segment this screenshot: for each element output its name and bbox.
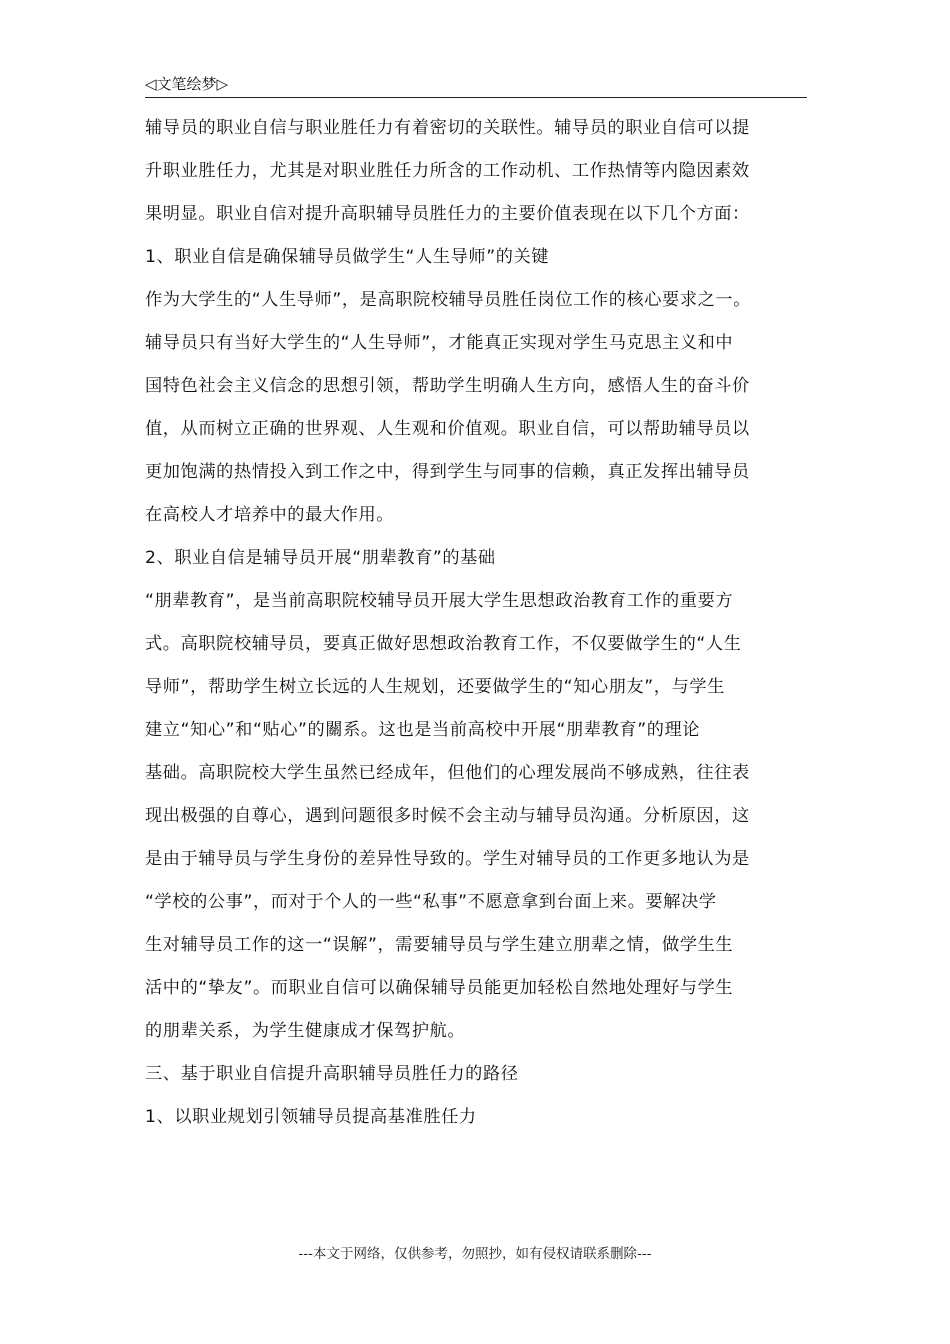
body-line: 的朋辈关系，为学生健康成才保驾护航。 (145, 1021, 466, 1041)
body-line: 更加饱满的热情投入到工作之中，得到学生与同事的信赖，真正发挥出辅导员 (145, 462, 750, 482)
section-heading: 1、职业自信是确保辅导员做学生“人生导师”的关键 (145, 247, 550, 267)
body-line: 是由于辅导员与学生身份的差异性导致的。学生对辅导员的工作更多地认为是 (145, 849, 750, 869)
body-line: 现出极强的自尊心，遇到问题很多时候不会主动与辅导员沟通。分析原因，这 (145, 806, 750, 826)
body-line: 辅导员的职业自信与职业胜任力有着密切的关联性。辅导员的职业自信可以提 (145, 118, 750, 138)
header-divider (145, 97, 807, 98)
body-line: 导师”，帮助学生树立长远的人生规划，还要做学生的“知心朋友”，与学生 (145, 677, 725, 697)
body-line: 值，从而树立正确的世界观、人生观和价值观。职业自信，可以帮助辅导员以 (145, 419, 750, 439)
body-line: 作为大学生的“人生导师”，是高职院校辅导员胜任岗位工作的核心要求之一。 (145, 290, 751, 310)
body-line: 活中的“挚友”。而职业自信可以确保辅导员能更加轻松自然地处理好与学生 (145, 978, 734, 998)
body-line: 式。高职院校辅导员，要真正做好思想政治教育工作，不仅要做学生的“人生 (145, 634, 742, 654)
body-line: 生对辅导员工作的这一“误解”，需要辅导员与学生建立朋辈之情，做学生生 (145, 935, 734, 955)
body-line: 辅导员只有当好大学生的“人生导师”，才能真正实现对学生马克思主义和中 (145, 333, 734, 353)
body-line: 国特色社会主义信念的思想引领，帮助学生明确人生方向，感悟人生的奋斗价 (145, 376, 750, 396)
body-line: “学校的公事”，而对于个人的一些“私事”不愿意拿到台面上来。要解决学 (145, 892, 717, 912)
section-heading: 1、以职业规划引领辅导员提高基准胜任力 (145, 1107, 477, 1127)
body-line: 在高校人才培养中的最大作用。 (145, 505, 395, 525)
body-line: “朋辈教育”，是当前高职院校辅导员开展大学生思想政治教育工作的重要方 (145, 591, 734, 611)
header-title: ◁文笔绘梦▷ (145, 75, 229, 93)
body-line: 果明显。职业自信对提升高职辅导员胜任力的主要价值表现在以下几个方面： (145, 204, 750, 224)
section-heading: 三、基于职业自信提升高职辅导员胜任力的路径 (145, 1064, 519, 1084)
body-line: 基础。高职院校大学生虽然已经成年，但他们的心理发展尚不够成熟，往往表 (145, 763, 750, 783)
section-heading: 2、职业自信是辅导员开展“朋辈教育”的基础 (145, 548, 496, 568)
footer-disclaimer: ---本文于网络，仅供参考，勿照抄，如有侵权请联系删除--- (298, 1246, 652, 1262)
body-line: 建立“知心”和“贴心”的關系。这也是当前高校中开展“朋辈教育”的理论 (145, 720, 701, 740)
body-line: 升职业胜任力，尤其是对职业胜任力所含的工作动机、工作热情等内隐因素效 (145, 161, 750, 181)
